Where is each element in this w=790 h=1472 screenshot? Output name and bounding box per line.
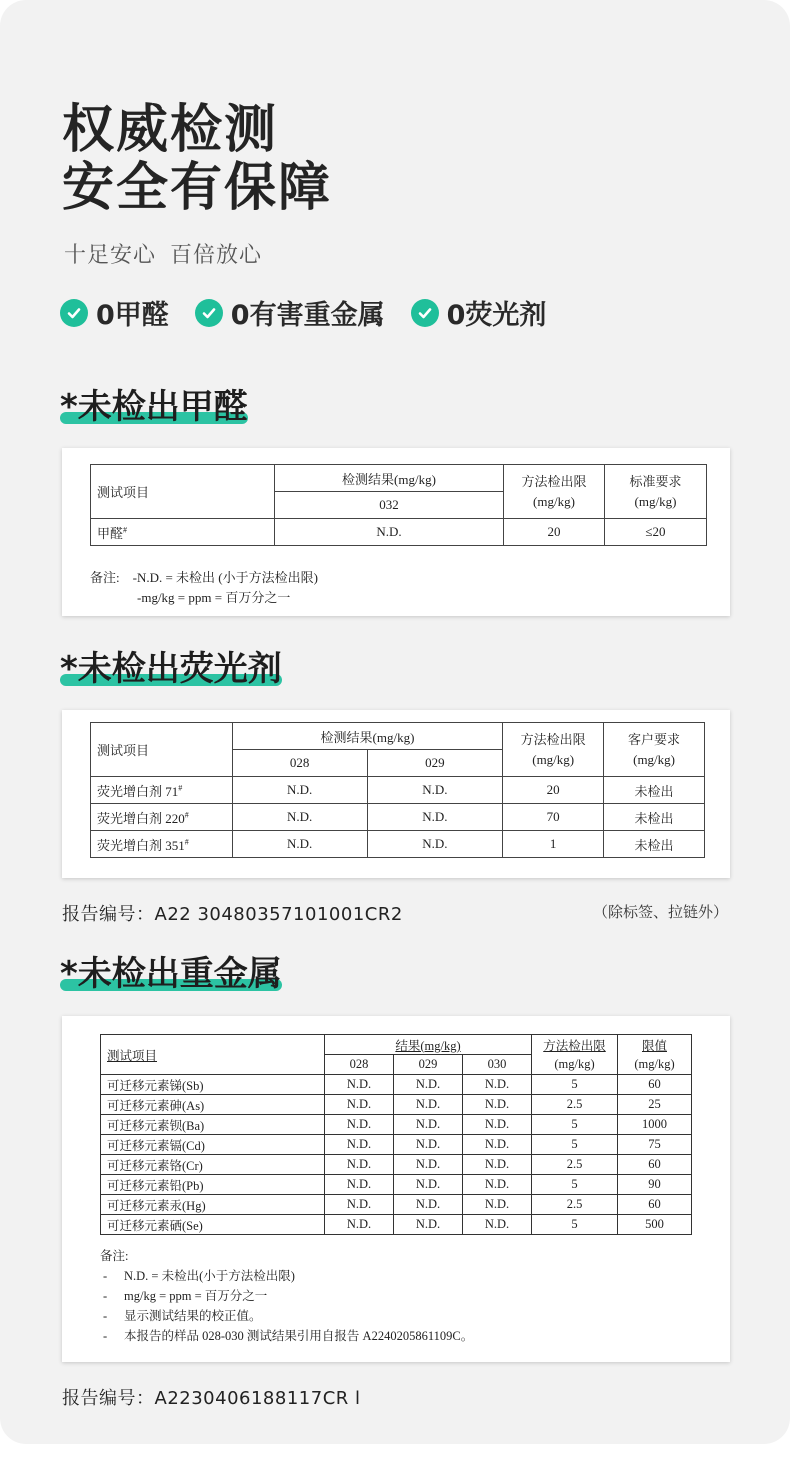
cell-result: N.D. <box>367 804 503 831</box>
table-row <box>101 1095 692 1115</box>
cell-result: N.D. <box>325 1215 394 1235</box>
cell-limit: 2.5 <box>532 1195 618 1215</box>
subtitle-b: 百倍放心 <box>170 243 263 268</box>
badge-label: 0有害重金属 <box>230 300 385 331</box>
item-name: 荧光增白剂 71 <box>97 783 179 799</box>
th-max-a: 限值 <box>641 1038 667 1053</box>
note-row: - mg/kg = ppm = 百万分之一 <box>100 1286 473 1306</box>
formaldehyde-report-panel <box>62 448 730 616</box>
cell-result: N.D. <box>463 1155 532 1175</box>
item-name: 荧光增白剂 351 <box>97 837 185 853</box>
report-number-3: 报告编号：A2230406188117CR l <box>62 1388 361 1409</box>
th-sample-028: 028 <box>325 1055 394 1075</box>
note-label: 备注: <box>90 570 120 585</box>
table-row <box>101 1195 692 1215</box>
cell-result: N.D. <box>232 831 367 858</box>
hero-subtitle <box>64 238 262 269</box>
cell-result: N.D. <box>463 1075 532 1095</box>
check-icon <box>411 299 439 327</box>
item-mark: # <box>184 810 189 820</box>
th-limit-a: 方法检出限 <box>543 1038 606 1053</box>
formaldehyde-notes <box>90 568 318 608</box>
cell-limit: 1 <box>503 831 604 858</box>
cell-result: N.D. <box>232 777 367 804</box>
cell-limit: 70 <box>503 804 604 831</box>
table-row <box>101 1075 692 1095</box>
cell-result: N.D. <box>394 1155 463 1175</box>
cell-result: N.D. <box>325 1115 394 1135</box>
th-sample: 032 <box>275 492 504 519</box>
cell-item: 可迁移元素铬(Cr) <box>101 1155 325 1175</box>
cell-item: 可迁移元素铅(Pb) <box>101 1175 325 1195</box>
th-standard <box>605 465 707 519</box>
cell-result: N.D. <box>394 1195 463 1215</box>
th-max <box>618 1035 692 1075</box>
section1-title: *未检出甲醛 <box>60 387 248 427</box>
cell-result: N.D. <box>325 1135 394 1155</box>
cell-max: 1000 <box>618 1115 692 1135</box>
cell-limit: 5 <box>532 1135 618 1155</box>
cell-max: 60 <box>618 1195 692 1215</box>
cell-limit: 5 <box>532 1175 618 1195</box>
th-req-b: (mg/kg) <box>633 751 675 767</box>
table-row <box>101 1115 692 1135</box>
cell-result: N.D. <box>325 1175 394 1195</box>
cell-result: N.D. <box>463 1115 532 1135</box>
heavy-metal-rows <box>101 1075 692 1235</box>
cell-limit: 20 <box>504 519 605 546</box>
cell-result: N.D. <box>367 831 503 858</box>
note-line: -mg/kg = ppm = 百万分之一 <box>137 590 291 605</box>
check-icon <box>195 299 223 327</box>
badge-label: 0甲醛 <box>96 300 169 331</box>
note-line: mg/kg = ppm = 百万分之一 <box>124 1289 268 1303</box>
cell-result: N.D. <box>394 1135 463 1155</box>
table-row <box>91 519 707 546</box>
th-limit-b: (mg/kg) <box>533 493 575 509</box>
cell-result: N.D. <box>463 1135 532 1155</box>
cell-requirement: 未检出 <box>604 777 705 804</box>
section3-title: *未检出重金属 <box>60 954 282 994</box>
th-sample-029: 029 <box>367 750 503 777</box>
cell-item <box>91 519 275 546</box>
cell-max: 75 <box>618 1135 692 1155</box>
item-name: 荧光增白剂 220 <box>97 810 185 826</box>
th-sample-028: 028 <box>232 750 367 777</box>
cell-max: 25 <box>618 1095 692 1115</box>
section2-title: *未检出荧光剂 <box>60 649 282 689</box>
subtitle-a: 十足安心 <box>64 243 157 268</box>
cell-result: N.D. <box>463 1195 532 1215</box>
th-limit <box>504 465 605 519</box>
table-row <box>101 1155 692 1175</box>
th-limit-b: (mg/kg) <box>532 751 575 767</box>
cell-result: N.D. <box>394 1175 463 1195</box>
cell-item: 可迁移元素镉(Cd) <box>101 1135 325 1155</box>
cell-result: N.D. <box>394 1095 463 1115</box>
cell-limit: 2.5 <box>532 1155 618 1175</box>
cell-item <box>91 831 233 858</box>
table-row <box>91 831 705 858</box>
heavy-metal-notes <box>100 1246 473 1346</box>
item-mark: # <box>123 525 128 535</box>
note-line: N.D. = 未检出(小于方法检出限) <box>124 1269 295 1283</box>
cell-result: N.D. <box>232 804 367 831</box>
item-mark: # <box>184 837 189 847</box>
cell-limit: 5 <box>532 1115 618 1135</box>
cell-limit: 20 <box>503 777 604 804</box>
badge-label: 0荧光剂 <box>446 300 547 331</box>
th-sample-030: 030 <box>463 1055 532 1075</box>
th-requirement <box>604 723 705 777</box>
cell-item: 可迁移元素锑(Sb) <box>101 1075 325 1095</box>
cell-max: 60 <box>618 1155 692 1175</box>
th-std-b: (mg/kg) <box>634 493 677 509</box>
badge-fluorescent <box>411 293 547 332</box>
cell-result: N.D. <box>325 1075 394 1095</box>
cell-max: 500 <box>618 1215 692 1235</box>
item-mark: # <box>178 783 183 793</box>
cell-result: N.D. <box>463 1095 532 1115</box>
check-icon <box>60 299 88 327</box>
cell-max: 90 <box>618 1175 692 1195</box>
th-result: 结果(mg/kg) <box>325 1035 532 1055</box>
table-row <box>101 1175 692 1195</box>
note-line: -N.D. = 未检出 (小于方法检出限) <box>132 570 318 585</box>
cell-requirement: 未检出 <box>604 831 705 858</box>
th-sample-029: 029 <box>394 1055 463 1075</box>
exclusion-note: （除标签、拉链外） <box>592 903 728 921</box>
cell-standard: ≤20 <box>605 519 707 546</box>
cell-limit: 5 <box>532 1075 618 1095</box>
table-row <box>91 804 705 831</box>
table-row <box>101 1215 692 1235</box>
heavy-metal-report-panel <box>62 1016 730 1362</box>
hero-title-line2: 安全有保障 <box>62 158 333 218</box>
cell-requirement: 未检出 <box>604 804 705 831</box>
th-result: 检测结果(mg/kg) <box>275 465 504 492</box>
th-item: 测试项目 <box>91 723 233 777</box>
cell-max: 60 <box>618 1075 692 1095</box>
cell-result: N.D. <box>463 1175 532 1195</box>
note-row: - 本报告的样品 028-030 测试结果引用自报告 A2240205861109C。 <box>100 1326 473 1346</box>
cell-item <box>91 777 233 804</box>
th-limit <box>532 1035 618 1075</box>
cell-item: 可迁移元素硒(Se) <box>101 1215 325 1235</box>
cell-result: N.D. <box>367 777 503 804</box>
note-label: 备注: <box>100 1249 129 1263</box>
th-std-a: 标准要求 <box>629 473 682 489</box>
table-row <box>101 1135 692 1155</box>
th-max-b: (mg/kg) <box>634 1056 675 1071</box>
formaldehyde-table <box>90 464 707 546</box>
feature-badges <box>60 293 572 332</box>
th-limit <box>503 723 604 777</box>
cell-result: N.D. <box>463 1215 532 1235</box>
th-limit-b: (mg/kg) <box>554 1056 595 1071</box>
cell-result: N.D. <box>394 1115 463 1135</box>
note-row: - N.D. = 未检出(小于方法检出限) <box>100 1266 473 1286</box>
badge-heavy-metal <box>195 293 385 332</box>
table-row <box>91 777 705 804</box>
cell-result: N.D. <box>275 519 504 546</box>
cell-item: 可迁移元素汞(Hg) <box>101 1195 325 1215</box>
badge-formaldehyde <box>60 293 169 332</box>
cell-result: N.D. <box>325 1095 394 1115</box>
heavy-metal-table <box>100 1034 692 1235</box>
th-limit-a: 方法检出限 <box>520 731 586 747</box>
th-limit-a: 方法检出限 <box>521 473 587 489</box>
cell-item: 可迁移元素钡(Ba) <box>101 1115 325 1135</box>
fluorescent-table <box>90 722 705 858</box>
cell-result: N.D. <box>394 1215 463 1235</box>
cell-item: 可迁移元素砷(As) <box>101 1095 325 1115</box>
th-result: 检测结果(mg/kg) <box>232 723 503 750</box>
cell-item <box>91 804 233 831</box>
cell-limit: 5 <box>532 1215 618 1235</box>
cell-result: N.D. <box>325 1195 394 1215</box>
cell-result: N.D. <box>394 1075 463 1095</box>
hero-title-line1: 权威检测 <box>62 100 279 160</box>
fluorescent-report-panel <box>62 710 730 878</box>
th-req-a: 客户要求 <box>628 731 681 747</box>
th-item: 测试项目 <box>101 1035 325 1075</box>
item-name: 甲醛 <box>97 525 124 541</box>
th-item: 测试项目 <box>91 465 275 519</box>
note-line: 本报告的样品 028-030 测试结果引用自报告 A2240205861109C。 <box>124 1329 474 1343</box>
cell-limit: 2.5 <box>532 1095 618 1115</box>
note-line: 显示测试结果的校正值。 <box>124 1309 262 1323</box>
cell-result: N.D. <box>325 1155 394 1175</box>
note-row: - 显示测试结果的校正值。 <box>100 1306 473 1326</box>
report-number-2: 报告编号：A22 30480357101001CR2 <box>62 904 403 925</box>
